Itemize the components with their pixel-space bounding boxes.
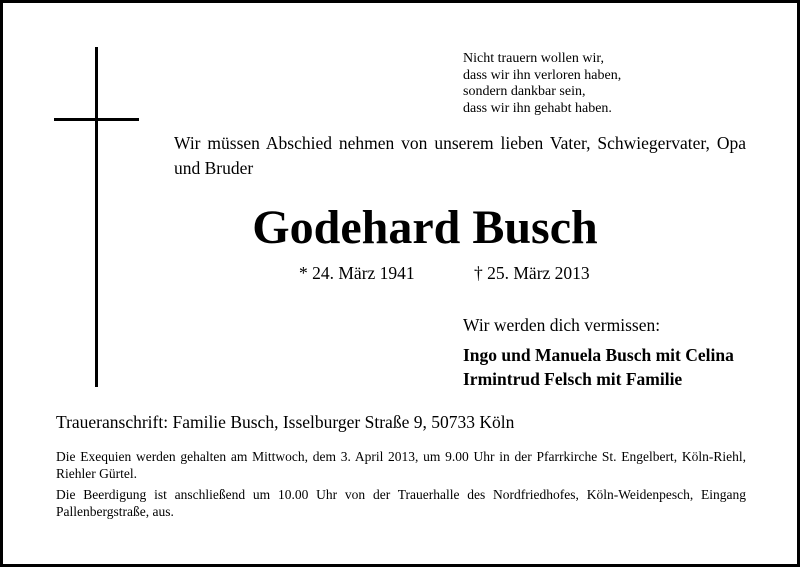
burial-text: Die Beerdigung ist anschließend um 10.00 Uhr von der Trauerhalle des Nordfriedhofes, Köln-Weidenpesch, Eingang Pallenbergstraße, aus. (56, 487, 746, 519)
birth-date: * 24. März 1941 (299, 263, 415, 283)
poem (463, 51, 621, 117)
poem-line: Nicht trauern wollen wir, (463, 51, 604, 66)
miss-text: Wir werden dich vermissen: (463, 315, 661, 335)
mourning-address: Traueranschrift: Familie Busch, Isselburger Straße 9, 50733 Köln (56, 412, 515, 432)
cross-horizontal-bar (54, 118, 139, 121)
death-date: † 25. März 2013 (474, 263, 590, 283)
intro-text: Wir müssen Abschied nehmen von unserem lieben Vater, Schwiegervater, Opa und Bruder (174, 133, 746, 178)
poem-line: dass wir ihn gehabt haben. (463, 100, 612, 116)
mourners-list (463, 343, 734, 391)
exequien-text: Die Exequien werden gehalten am Mittwoch, dem 3. April 2013, um 9.00 Uhr in der Pfarrkirche St. Engelbert, Köln-Riehl, Riehler Gürtel. (56, 449, 746, 481)
poem-line: sondern dankbar sein, (463, 84, 586, 99)
poem-line: dass wir ihn verloren haben, (463, 67, 622, 83)
deceased-name: Godehard Busch (252, 201, 598, 254)
mourner-entry: Ingo und Manuela Busch mit Celina (463, 345, 734, 365)
mourner-entry: Irmintrud Felsch mit Familie (463, 369, 683, 389)
